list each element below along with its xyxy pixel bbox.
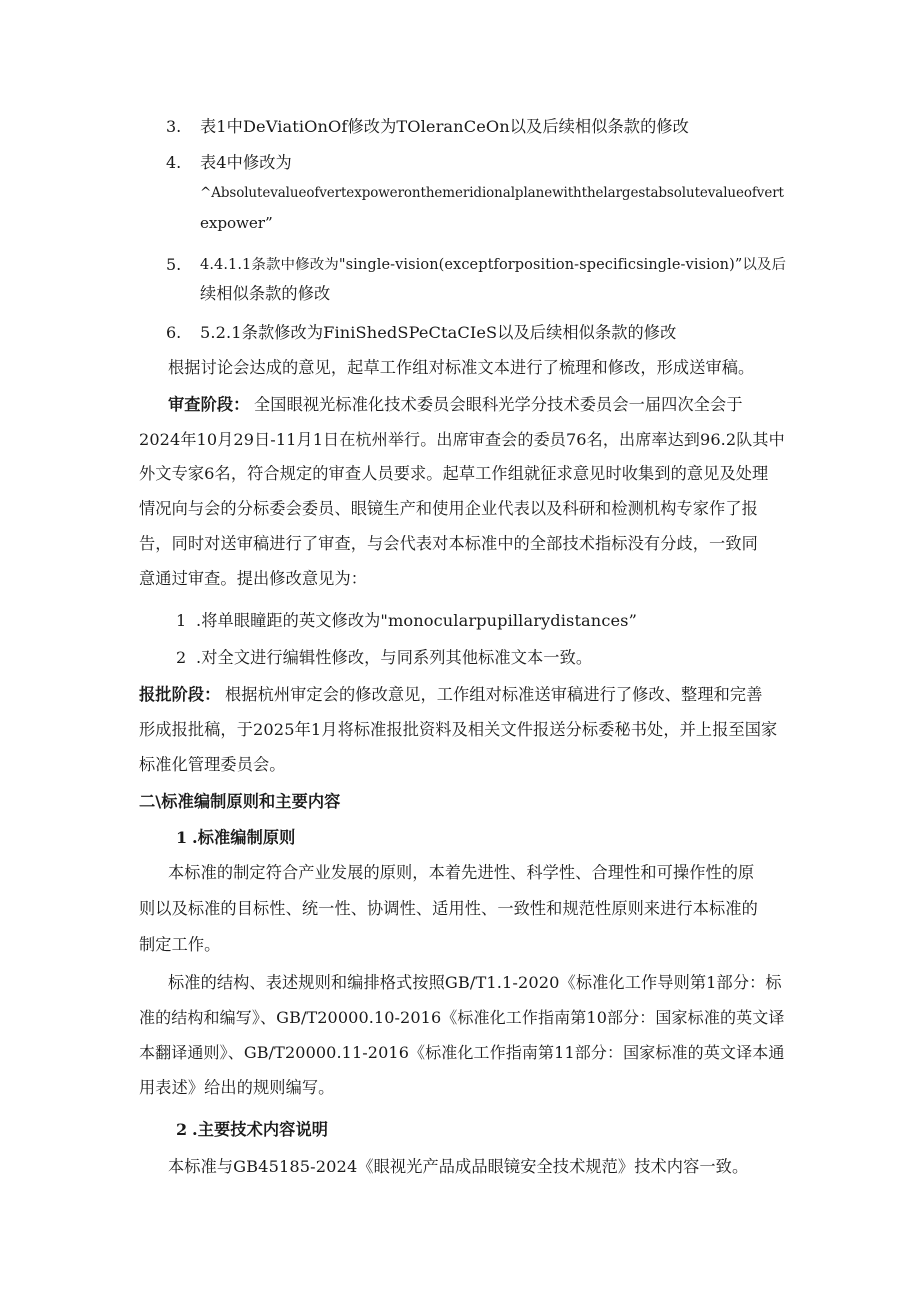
list-text: ^Absolutevalueofvertexpoweronthemeridionalplanewiththelargestabsolutevalueofvert xyxy=(200,185,784,201)
subsection-title: .主要技术内容说明 xyxy=(192,1120,329,1139)
paragraph-line: 用表述》给出的规则编写。 xyxy=(139,1078,335,1097)
paragraph-tech-content: 本标准与GB45185-2024《眼视光产品成品眼镜安全技术规范》技术内容一致。 xyxy=(168,1157,749,1176)
list-text: .将单眼瞳距的英文修改为"monocularpupillarydistances” xyxy=(196,611,637,630)
list-number: 3. xyxy=(166,117,182,136)
review-text: 2024年10月29日-11月1日在杭州举行。出席审查会的委员76名，出席率达到96.2队其中 xyxy=(139,430,785,449)
review-text: 告，同时对送审稿进行了审查，与会代表对本标准中的全部技术指标没有分歧，一致同 xyxy=(139,534,758,553)
list-text: 表1中DeViatiOnOf修改为TOleranCeOn以及后续相似条款的修改 xyxy=(200,117,689,136)
review-text: 全国眼视光标准化技术委员会眼科光学分技术委员会一届四次全会于 xyxy=(254,395,743,414)
approval-text: 形成报批稿，于2025年1月将标准报批资料及相关文件报送分标委秘书处，并上报至国家 xyxy=(139,720,778,739)
subsection-number: 1 xyxy=(176,828,188,847)
paragraph-line: 制定工作。 xyxy=(139,935,221,954)
paragraph-line: 准的结构和编写》、GB/T20000.10-2016《标准化工作指南第10部分：国家标准的英文译 xyxy=(139,1008,785,1027)
review-text: 情况向与会的分标委会委员、眼镜生产和使用企业代表以及科研和检测机构专家作了报 xyxy=(139,499,758,518)
list-text: 续相似条款的修改 xyxy=(200,284,331,303)
review-text: 意通过审查。提出修改意见为： xyxy=(139,569,368,588)
paragraph-line: 本翻译通则》、GB/T20000.11-2016《标准化工作指南第11部分：国家标准的英文译本通 xyxy=(139,1043,785,1062)
list-text: .对全文进行编辑性修改，与同系列其他标准文本一致。 xyxy=(196,648,593,667)
paragraph-line: 本标准的制定符合产业发展的原则，本着先进性、科学性、合理性和可操作性的原 xyxy=(168,863,755,882)
list-number: 4. xyxy=(166,153,182,172)
subsection-number: 2 xyxy=(176,1120,188,1139)
review-label: 审查阶段： xyxy=(168,395,250,414)
approval-text: 标准化管理委员会。 xyxy=(139,755,286,774)
list-text: expower” xyxy=(200,214,273,232)
list-number: 2 xyxy=(176,648,187,667)
list-number: 6. xyxy=(166,323,182,342)
paragraph-line: 标准的结构、表述规则和编排格式按照GB/T1.1-2020《标准化工作导则第1部分：标 xyxy=(168,973,782,992)
list-number: 1 xyxy=(176,611,187,630)
approval-text: 根据杭州审定会的修改意见，工作组对标准送审稿进行了修改、整理和完善 xyxy=(225,685,763,704)
paragraph-line: 则以及标准的目标性、统一性、协调性、适用性、一致性和规范性原则来进行本标准的 xyxy=(139,899,758,918)
subsection-title: .标准编制原则 xyxy=(192,828,296,847)
approval-label: 报批阶段： xyxy=(139,685,221,704)
review-text: 外文专家6名，符合规定的审查人员要求。起草工作组就征求意见时收集到的意见及处理 xyxy=(139,464,769,483)
paragraph-draft: 根据讨论会达成的意见，起草工作组对标准文本进行了梳理和修改，形成送审稿。 xyxy=(168,358,755,377)
list-text: 4.4.1.1条款中修改为"single-vision(exceptforposition-specificsingle-vision)”以及后 xyxy=(200,257,787,273)
list-number: 5. xyxy=(166,255,182,274)
list-text: 表4中修改为 xyxy=(200,153,292,172)
section-heading: 二\标准编制原则和主要内容 xyxy=(139,792,341,811)
list-text: 5.2.1条款修改为FiniShedSPeCtaCIeS以及后续相似条款的修改 xyxy=(200,323,677,342)
